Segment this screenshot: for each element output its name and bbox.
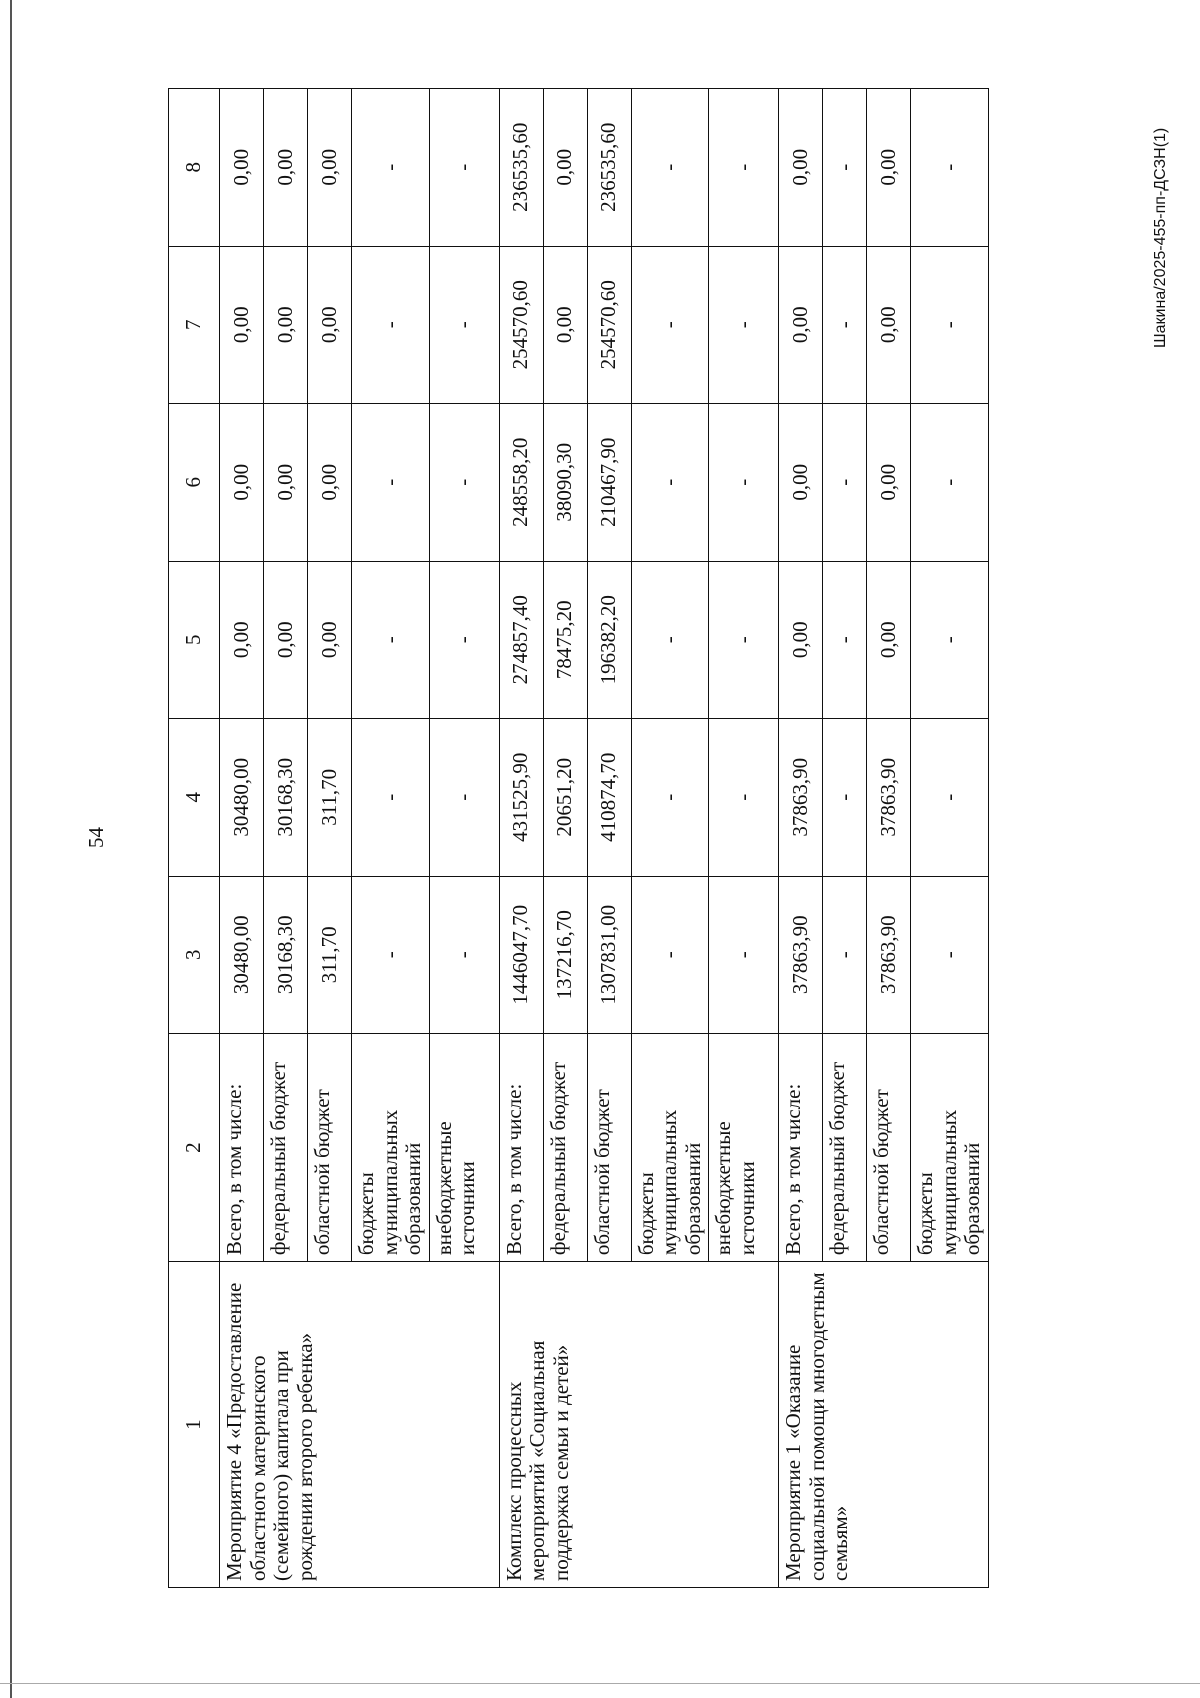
amount-cell: 0,00 (308, 89, 352, 247)
column-header: 2 (169, 1034, 220, 1262)
funding-source: федеральный бюджет (264, 1034, 308, 1262)
amount-cell: - (911, 404, 989, 562)
amount-cell: 0,00 (308, 561, 352, 719)
amount-cell: 410874,70 (587, 719, 631, 877)
left-margin-rule (10, 0, 12, 1698)
column-header: 1 (169, 1262, 220, 1588)
amount-cell: 0,00 (220, 89, 264, 247)
amount-cell: - (352, 246, 430, 404)
amount-cell: - (429, 246, 499, 404)
amount-cell: 0,00 (779, 561, 823, 719)
amount-cell: 0,00 (264, 561, 308, 719)
amount-cell: - (709, 89, 779, 247)
amount-cell: - (631, 89, 709, 247)
amount-cell: - (631, 876, 709, 1034)
amount-cell: 37863,90 (779, 876, 823, 1034)
program-measure-name: Мероприятие 1 «Оказание социальной помощи многодетным семьям» (779, 1262, 989, 1588)
amount-cell: - (709, 876, 779, 1034)
amount-cell: 254570,60 (499, 246, 543, 404)
amount-cell: - (429, 719, 499, 877)
amount-cell: 0,00 (264, 89, 308, 247)
amount-cell: - (911, 719, 989, 877)
amount-cell: 37863,90 (867, 876, 911, 1034)
amount-cell: - (631, 719, 709, 877)
amount-cell: 0,00 (543, 89, 587, 247)
amount-cell: 431525,90 (499, 719, 543, 877)
amount-cell: - (823, 561, 867, 719)
column-header: 5 (169, 561, 220, 719)
amount-cell: - (429, 876, 499, 1034)
table-row (499, 89, 543, 1588)
table-row (779, 89, 823, 1588)
header-row (169, 89, 220, 1588)
amount-cell: - (823, 719, 867, 877)
amount-cell: 0,00 (779, 404, 823, 562)
amount-cell: 0,00 (220, 561, 264, 719)
funding-source: Всего, в том числе: (499, 1034, 543, 1262)
amount-cell: - (709, 561, 779, 719)
table-body (220, 89, 989, 1588)
amount-cell: 30480,00 (220, 876, 264, 1034)
amount-cell: - (631, 404, 709, 562)
funding-source: областной бюджет (308, 1034, 352, 1262)
amount-cell: 210467,90 (587, 404, 631, 562)
funding-source: внебюджетные источники (709, 1034, 779, 1262)
amount-cell: 20651,20 (543, 719, 587, 877)
amount-cell: - (352, 876, 430, 1034)
amount-cell: - (823, 246, 867, 404)
funding-source: бюджеты муниципальных образований (631, 1034, 709, 1262)
amount-cell: - (352, 404, 430, 562)
amount-cell: 0,00 (220, 246, 264, 404)
amount-cell: 0,00 (308, 246, 352, 404)
bottom-scan-edge (0, 1683, 1200, 1684)
amount-cell: - (911, 876, 989, 1034)
amount-cell: 248558,20 (499, 404, 543, 562)
amount-cell: 137216,70 (543, 876, 587, 1034)
amount-cell: - (709, 246, 779, 404)
amount-cell: - (429, 89, 499, 247)
amount-cell: 1307831,00 (587, 876, 631, 1034)
amount-cell: 0,00 (264, 246, 308, 404)
amount-cell: 236535,60 (587, 89, 631, 247)
table-row (220, 89, 264, 1588)
amount-cell: 30168,30 (264, 719, 308, 877)
amount-cell: 37863,90 (779, 719, 823, 877)
funding-source: федеральный бюджет (543, 1034, 587, 1262)
amount-cell: 1446047,70 (499, 876, 543, 1034)
amount-cell: 0,00 (867, 89, 911, 247)
amount-cell: - (429, 404, 499, 562)
amount-cell: - (631, 561, 709, 719)
funding-source: Всего, в том числе: (220, 1034, 264, 1262)
amount-cell: 30168,30 (264, 876, 308, 1034)
amount-cell: 196382,20 (587, 561, 631, 719)
amount-cell: - (352, 89, 430, 247)
amount-cell: 236535,60 (499, 89, 543, 247)
amount-cell: - (631, 246, 709, 404)
funding-source: областной бюджет (587, 1034, 631, 1262)
amount-cell: - (911, 89, 989, 247)
amount-cell: 30480,00 (220, 719, 264, 877)
funding-source: внебюджетные источники (429, 1034, 499, 1262)
column-header: 7 (169, 246, 220, 404)
amount-cell: 0,00 (543, 246, 587, 404)
amount-cell: 37863,90 (867, 719, 911, 877)
amount-cell: 0,00 (779, 246, 823, 404)
amount-cell: 0,00 (867, 246, 911, 404)
amount-cell: 0,00 (867, 404, 911, 562)
amount-cell: - (823, 89, 867, 247)
rotated-table-container (168, 88, 989, 1588)
amount-cell: 311,70 (308, 719, 352, 877)
amount-cell: 0,00 (308, 404, 352, 562)
amount-cell: 0,00 (867, 561, 911, 719)
amount-cell: - (429, 561, 499, 719)
funding-source: областной бюджет (867, 1034, 911, 1262)
program-measure-name: Комплекс процессных мероприятий «Социальная поддержка семьи и детей» (499, 1262, 779, 1588)
column-header: 6 (169, 404, 220, 562)
document-code: Шакина/2025-455-пп-ДСЗН(1) (1152, 127, 1169, 348)
funding-source: бюджеты муниципальных образований (911, 1034, 989, 1262)
amount-cell: - (823, 876, 867, 1034)
amount-cell: 274857,40 (499, 561, 543, 719)
page-number: 54 (84, 827, 108, 848)
amount-cell: 254570,60 (587, 246, 631, 404)
amount-cell: 0,00 (220, 404, 264, 562)
amount-cell: - (911, 561, 989, 719)
amount-cell: 78475,20 (543, 561, 587, 719)
budget-table (168, 88, 989, 1588)
amount-cell: - (823, 404, 867, 562)
amount-cell: 0,00 (264, 404, 308, 562)
amount-cell: 0,00 (779, 89, 823, 247)
amount-cell: - (352, 561, 430, 719)
amount-cell: 38090,30 (543, 404, 587, 562)
funding-source: бюджеты муниципальных образований (352, 1034, 430, 1262)
column-header: 4 (169, 719, 220, 877)
amount-cell: - (709, 719, 779, 877)
amount-cell: - (709, 404, 779, 562)
amount-cell: 311,70 (308, 876, 352, 1034)
funding-source: Всего, в том числе: (779, 1034, 823, 1262)
column-header: 3 (169, 876, 220, 1034)
funding-source: федеральный бюджет (823, 1034, 867, 1262)
program-measure-name: Мероприятие 4 «Предоставление областного материнского (семейного) капитала при рождении второго ребенка» (220, 1262, 500, 1588)
amount-cell: - (911, 246, 989, 404)
amount-cell: - (352, 719, 430, 877)
column-header: 8 (169, 89, 220, 247)
